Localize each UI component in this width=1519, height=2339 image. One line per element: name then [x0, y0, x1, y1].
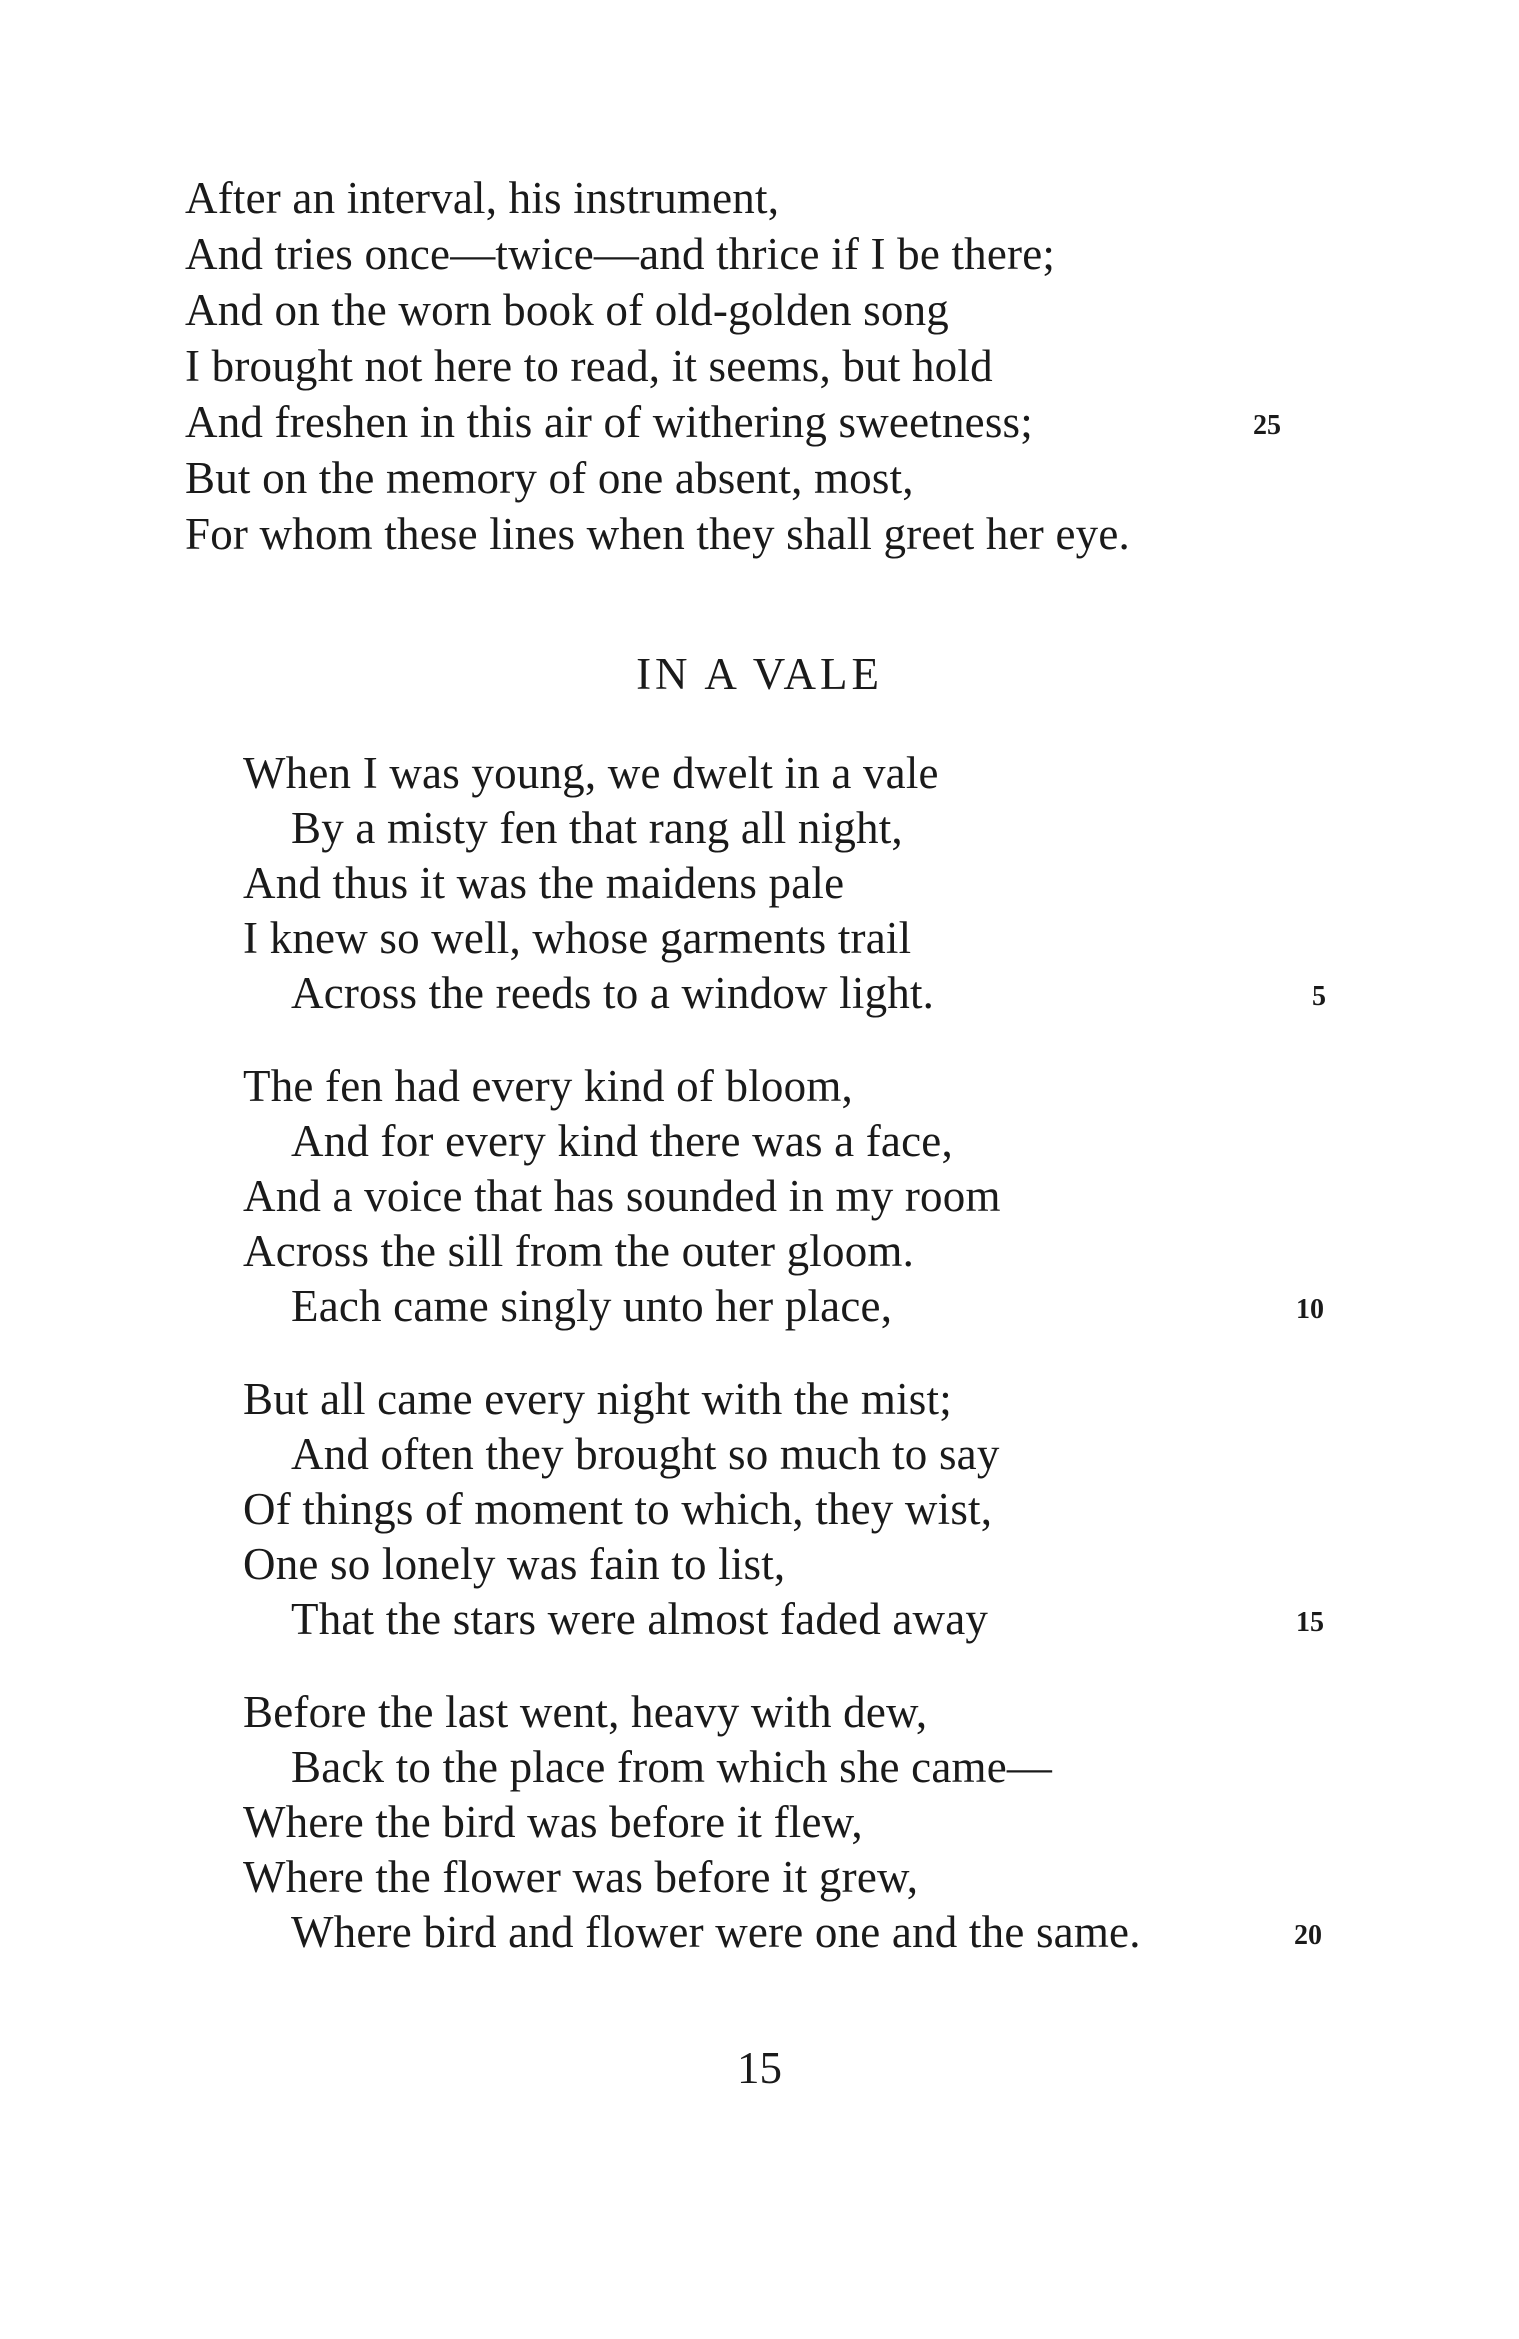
verse-line: When I was young, we dwelt in a vale	[243, 748, 939, 798]
verse-line-indented: And often they brought so much to say	[291, 1429, 1000, 1479]
line-number: 5	[1312, 981, 1326, 1012]
verse-line-indented: And for every kind there was a face,	[291, 1116, 953, 1166]
line-number: 25	[1253, 410, 1281, 441]
verse-line: Before the last went, heavy with dew,	[243, 1687, 928, 1737]
line-number: 20	[1294, 1920, 1322, 1951]
verse-line: But all came every night with the mist;	[243, 1374, 952, 1424]
verse-line-indented: That the stars were almost faded away	[291, 1594, 989, 1644]
line-number: 15	[1296, 1607, 1324, 1638]
verse-line-indented: Back to the place from which she came—	[291, 1742, 1053, 1792]
verse-line: One so lonely was fain to list,	[243, 1539, 786, 1589]
verse-line: Across the sill from the outer gloom.	[243, 1226, 915, 1276]
verse-line: And freshen in this air of withering sweetness;	[185, 397, 1033, 447]
line-number: 10	[1296, 1294, 1324, 1325]
verse-line: After an interval, his instrument,	[185, 173, 780, 223]
poem-title: IN A VALE	[636, 649, 883, 699]
verse-line: And on the worn book of old-golden song	[185, 285, 949, 335]
verse-line-indented: By a misty fen that rang all night,	[291, 803, 903, 853]
verse-line-indented: Across the reeds to a window light.	[291, 968, 935, 1018]
verse-line: And tries once—twice—and thrice if I be there;	[185, 229, 1056, 279]
verse-line: And a voice that has sounded in my room	[243, 1171, 1001, 1221]
verse-line: But on the memory of one absent, most,	[185, 453, 914, 503]
verse-line: The fen had every kind of bloom,	[243, 1061, 853, 1111]
page-number: 15	[737, 2043, 782, 2093]
verse-line-indented: Each came singly unto her place,	[291, 1281, 893, 1331]
verse-line: I brought not here to read, it seems, but hold	[185, 341, 993, 391]
verse-line: Where the bird was before it flew,	[243, 1797, 863, 1847]
verse-line: And thus it was the maidens pale	[243, 858, 845, 908]
verse-line: I knew so well, whose garments trail	[243, 913, 912, 963]
verse-line-indented: Where bird and flower were one and the same.	[291, 1907, 1141, 1957]
verse-line: Where the flower was before it grew,	[243, 1852, 919, 1902]
verse-line: Of things of moment to which, they wist,	[243, 1484, 993, 1534]
verse-line: For whom these lines when they shall greet her eye.	[185, 509, 1130, 559]
